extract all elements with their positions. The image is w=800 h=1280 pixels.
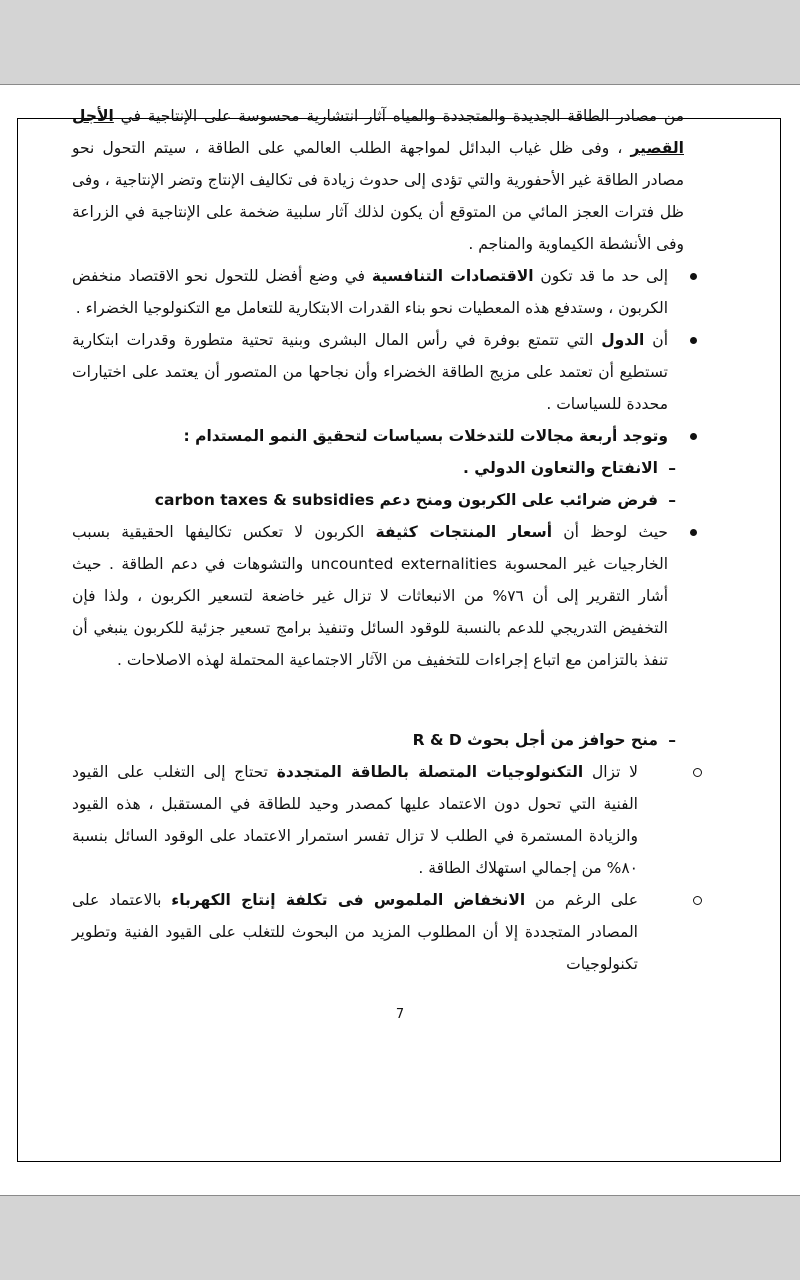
dash-icon: – <box>668 731 676 749</box>
term-short-term: الأجل القصير <box>72 107 684 157</box>
sub-item-carbon-taxes: – فرض ضرائب على الكربون ومنح دعم carbon taxes & subsidies <box>72 484 684 516</box>
viewer-top-bar <box>0 0 800 85</box>
sub-item-openness: – الانفتاح والتعاون الدولي . <box>72 452 684 484</box>
circle-bullet-icon <box>693 896 702 905</box>
rnd-item-electricity-cost: على الرغم من الانخفاض الملموس فى تكلفة إنتاج الكهرباء بالاعتماد على المصادر المتجددة إلا أن المطلوب المزيد من البحوث للتغلب على القيود الفنية وتطوير تكنولوجيات <box>72 884 684 980</box>
circle-bullet-icon <box>693 768 702 777</box>
bullet-icon <box>690 529 697 536</box>
bullet-icon <box>690 337 697 344</box>
bullet-icon <box>690 433 697 440</box>
viewer-bottom-bar <box>0 1196 800 1280</box>
bullet-carbon-prices: حيث لوحظ أن أسعار المنتجات كثيفة الكربون لا تعكس تكاليفها الحقيقية بسبب الخارجيات غير المحسوبة uncounted externalities والتشوهات في دعم الطاقة . حيث أشار التقرير إلى أن ٧٦% من الانبعاثات لا تزال غير خاضعة لتسعير الكربون ، ولذا فإن التخفيض التدريجي للدعم بالنسبة للوقود السائل وتنفيذ برامج تسعير جزئية للكربون ينبغي أن تنفذ بالتزامن مع اتباع إجراءات للتخفيف من الآثار الاجتماعية المحتملة لهذه الاصلاحات . <box>72 516 684 676</box>
bullet-icon <box>690 273 697 280</box>
page-number: 7 <box>395 1007 405 1022</box>
dash-icon: – <box>668 459 676 477</box>
bullet-competitive-economies: إلى حد ما قد تكون الاقتصادات التنافسية في وضع أفضل للتحول نحو الاقتصاد منخفض الكربون ، وستدفع هذه المعطيات نحو بناء القدرات الابتكارية للتعامل مع التكنولوجيا الخضراء . <box>72 260 684 324</box>
page-body <box>72 100 684 980</box>
dash-icon: – <box>668 491 676 509</box>
rnd-heading: – منح حوافز من أجل بحوث R & D <box>72 724 684 756</box>
intro-paragraph: من مصادر الطاقة الجديدة والمتجددة والمياه آثار انتشارية محسوسة على الإنتاجية في الأجل القصير ، وفى ظل غياب البدائل لمواجهة الطلب العالمي على الطاقة ، سيتم التحول نحو مصادر الطاقة غير الأحفورية والتي تؤدى إلى حدوث زيادة فى تكاليف الإنتاج وتضر الإنتاجية ، وفى ظل فترات العجز المائي من المتوقع أن يكون لذلك آثار سلبية ضخمة على الإنتاجية في الزراعة وفى الأنشطة الكيماوية والمناجم . <box>72 107 684 253</box>
rnd-item-technologies: لا تزال التكنولوجيات المتصلة بالطاقة المتجددة تحتاج إلى التغلب على القيود الفنية التي تحول دون الاعتماد عليها كمصدر وحيد للطاقة في المستقبل ، هذه القيود والزيادة المستمرة في الطلب لا تزال تفسر استمرار الاعتماد على الوقود السائل بنسبة ٨٠% من إجمالي استهلاك الطاقة . <box>72 756 684 884</box>
bullet-countries: أن الدول التي تتمتع بوفرة في رأس المال البشرى وبنية تحتية متطورة وقدرات ابتكارية تستطيع أن تعتمد على مزيج الطاقة الخضراء وأن نجاحها من المتصور أن يعتمد على اختيارات محددة للسياسات . <box>72 324 684 420</box>
bullet-four-areas: وتوجد أربعة مجالات للتدخلات بسياسات لتحقيق النمو المستدام : <box>72 420 684 452</box>
